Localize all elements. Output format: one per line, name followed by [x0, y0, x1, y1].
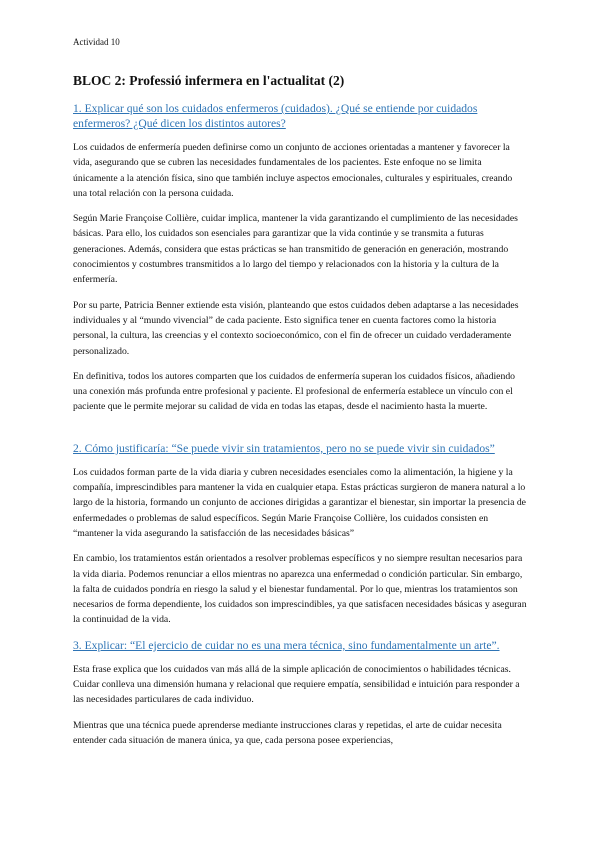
paragraph: Por su parte, Patricia Benner extiende esta visión, planteando que estos cuidados deben adaptarse a las necesidades individuales y al “mundo vivencial” de cada paciente. Esto significa tener en cuenta factores como la historia personal, la cultura, las creencias y el contexto socioeconómico, con el fin de ofrecer un cuidado verdaderamente personalizado.: [73, 299, 519, 357]
question-1: 1. Explicar qué son los cuidados enfermeros (cuidados). ¿Qué se entiende por cuidados enfermeros? ¿Qué dicen los distintos autores?: [73, 102, 478, 130]
section-1: [73, 101, 528, 415]
page-title: BLOC 2: Professió infermera en l'actualitat (2): [73, 73, 345, 88]
paragraph: Los cuidados de enfermería pueden definirse como un conjunto de acciones orientadas a mantener y favorecer la vida, asegurando que se cubren las necesidades fundamentales de los pacientes. Este enfoque no se limita únicamente a la atención física, sino que también incluye aspectos emocionales, culturales y espirituales, creando una total relación con la persona cuidada.: [73, 142, 513, 199]
paragraph: En definitiva, todos los autores comparten que los cuidados de enfermería superan los cuidados físicos, añadiendo una conexión más profunda entre profesional y paciente. El profesional de enfermería establece un vínculo con el paciente que le permite mejorar su calidad de vida en todas las etapas, desde el nacimiento hasta la muerte.: [73, 370, 516, 413]
question-2: 2. Cómo justificaría: “Se puede vivir sin tratamientos, pero no se puede vivir sin cuidados”: [73, 441, 495, 455]
page-header: Actividad 10: [73, 37, 120, 47]
paragraph: Los cuidados forman parte de la vida diaria y cubren necesidades esenciales como la alimentación, la higiene y la compañía, imprescindibles para mantener la vida en cualquier etapa. Estas prácticas surgieron de manera natural a lo largo de la historia, formando un conjunto de acciones dirigidas a garantizar el bienestar, sin importar la presencia de enfermedades o problemas de salud específicos. Según Marie Françoise Collière, los cuidados consisten en “mantener la vida asegurando la satisfacción de las necesidades básicas”: [73, 466, 526, 539]
section-2: [73, 441, 528, 628]
question-3: 3. Explicar: “El ejercicio de cuidar no es una mera técnica, sino fundamentalmente un arte”.: [73, 638, 500, 652]
paragraph: En cambio, los tratamientos están orientados a resolver problemas específicos y no siempre resultan necesarios para la vida diaria. Podemos renunciar a ellos mientras no aparezca una enfermedad o condición particular. Sin embargo, la falta de cuidados pondría en riesgo la salud y el bienestar fundamental. Por lo que, mientras los tratamientos son necesarios de forma dependiente, los cuidados son imprescindibles, ya que satisfacen necesidades básicas y aseguran la continuidad de la vida.: [73, 553, 527, 626]
section-3: [73, 638, 528, 748]
paragraph: Mientras que una técnica puede aprenderse mediante instrucciones claras y repetidas, el arte de cuidar necesita entender cada situación de manera única, ya que, cada persona posee experiencias,: [73, 719, 502, 746]
paragraph: Esta frase explica que los cuidados van más allá de la simple aplicación de conocimientos o habilidades técnicas. Cuidar conlleva una dimensión humana y relacional que requiere empatía, sensibilidad e intuición para responder a las necesidades particulares de cada individuo.: [73, 663, 520, 706]
section-spacer: [73, 425, 528, 441]
paragraph: Según Marie Françoise Collière, cuidar implica, mantener la vida garantizando el cumplimiento de las necesidades básicas. Para ello, los cuidados son esenciales para garantizar que la vida continúe y se transmita a futuras generaciones. Además, considera que estas prácticas se han transmitido de generación en generación, mostrando conocimientos y costumbres transmitidos a lo largo del tiempo y relacionados con la historia y la cultura de la enfermería.: [73, 213, 518, 286]
document-body: [73, 101, 528, 758]
